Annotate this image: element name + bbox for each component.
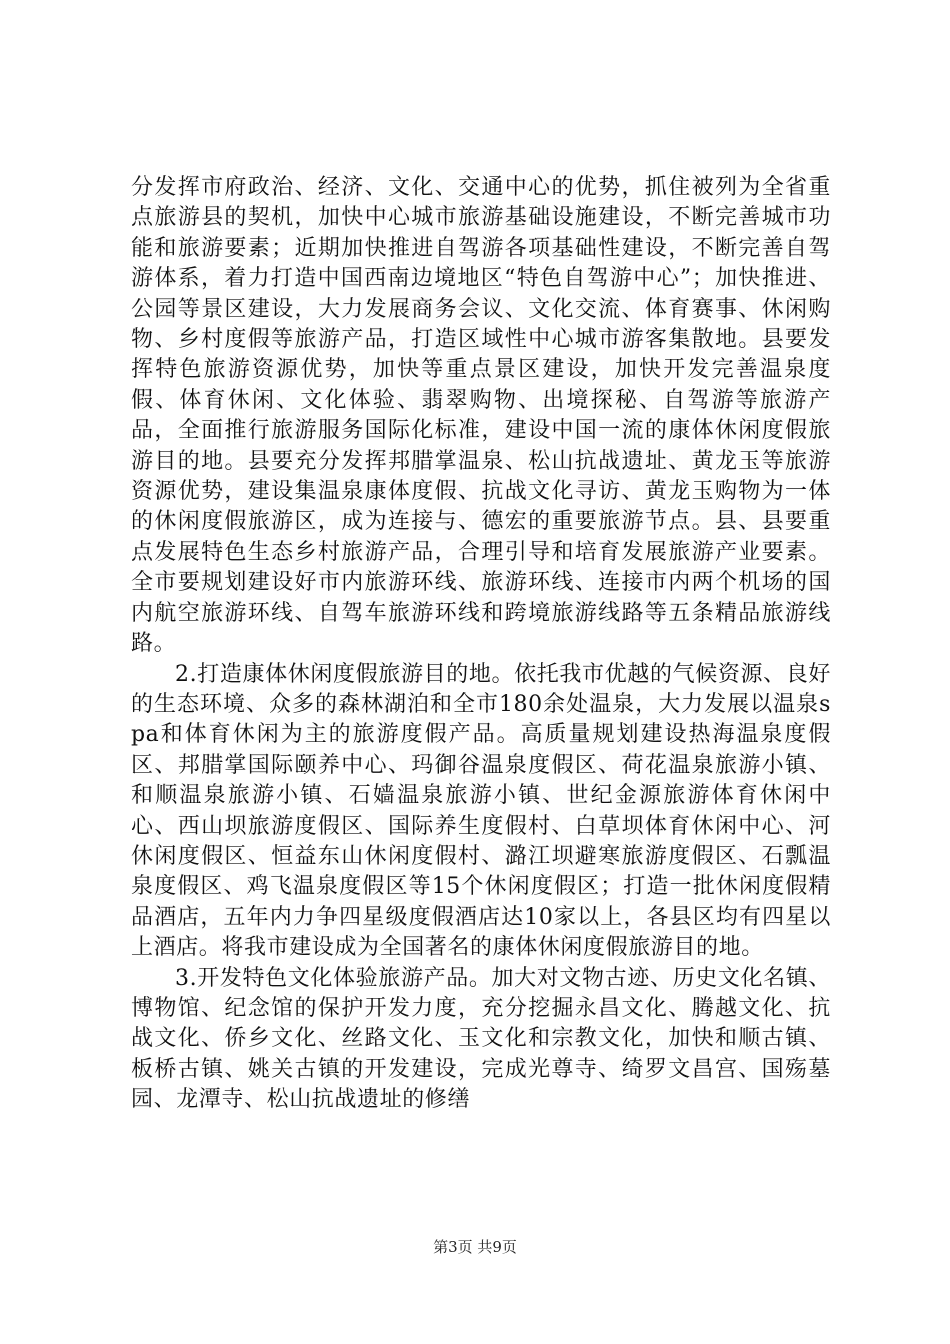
document-body [131, 173, 831, 1116]
paragraph-1: 分发挥市府政治、经济、文化、交通中心的优势，抓住被列为全省重点旅游县的契机，加快中心城市旅游基础设施建设，不断完善城市功能和旅游要素；近期加快推进自驾游各项基础性建设，不断完善自驾游体系，着力打造中国西南边境地区“特色自驾游中心”；加快推进、公园等景区建设，大力发展商务会议、文化交流、体育赛事、休闲购物、乡村度假等旅游产品，打造区域性中心城市游客集散地。县要发挥特色旅游资源优势，加快等重点景区建设，加快开发完善温泉度假、体育休闲、文化体验、翡翠购物、出境探秘、自驾游等旅游产品，全面推行旅游服务国际化标准，建设中国一流的康体休闲度假旅游目的地。县要充分发挥邦腊掌温泉、松山抗战遗址、黄龙玉等旅游资源优势，建设集温泉康体度假、抗战文化寻访、黄龙玉购物为一体的休闲度假旅游区，成为连接与、德宏的重要旅游节点。县、县要重点发展特色生态乡村旅游产品，合理引导和培育发展旅游产业要素。全市要规划建设好市内旅游环线、旅游环线、连接市内两个机场的国内航空旅游环线、自驾车旅游环线和跨境旅游线路等五条精品旅游线路。 [131, 175, 831, 657]
paragraph-3: 3.开发特色文化体验旅游产品。加大对文物古迹、历史文化名镇、博物馆、纪念馆的保护开发力度，充分挖掘永昌文化、腾越文化、抗战文化、侨乡文化、丝路文化、玉文化和宗教文化，加快和顺古镇、板桥古镇、姚关古镇的开发建设，完成光尊寺、绮罗文昌宫、国殇墓园、龙潭寺、松山抗战遗址的修缮 [131, 965, 831, 1113]
paragraph-2: 2.打造康体休闲度假旅游目的地。依托我市优越的气候资源、良好的生态环境、众多的森林湖泊和全市180余处温泉，大力发展以温泉spa和体育休闲为主的旅游度假产品。高质量规划建设热海温泉度假区、邦腊掌国际颐养中心、玛御谷温泉度假区、荷花温泉旅游小镇、和顺温泉旅游小镇、石嫱温泉旅游小镇、世纪金源旅游体育休闲中心、西山坝旅游度假区、国际养生度假村、白草坝体育休闲中心、河休闲度假区、恒益东山休闲度假村、潞江坝避寒旅游度假区、石瓢温泉度假区、鸡飞温泉度假区等15个休闲度假区；打造一批休闲度假精品酒店，五年内力争四星级度假酒店达10家以上，各县区均有四星以上酒店。将我市建设成为全国著名的康体休闲度假旅游目的地。 [131, 661, 831, 961]
page-number-footer: 第3页 共9页 [433, 1238, 517, 1256]
